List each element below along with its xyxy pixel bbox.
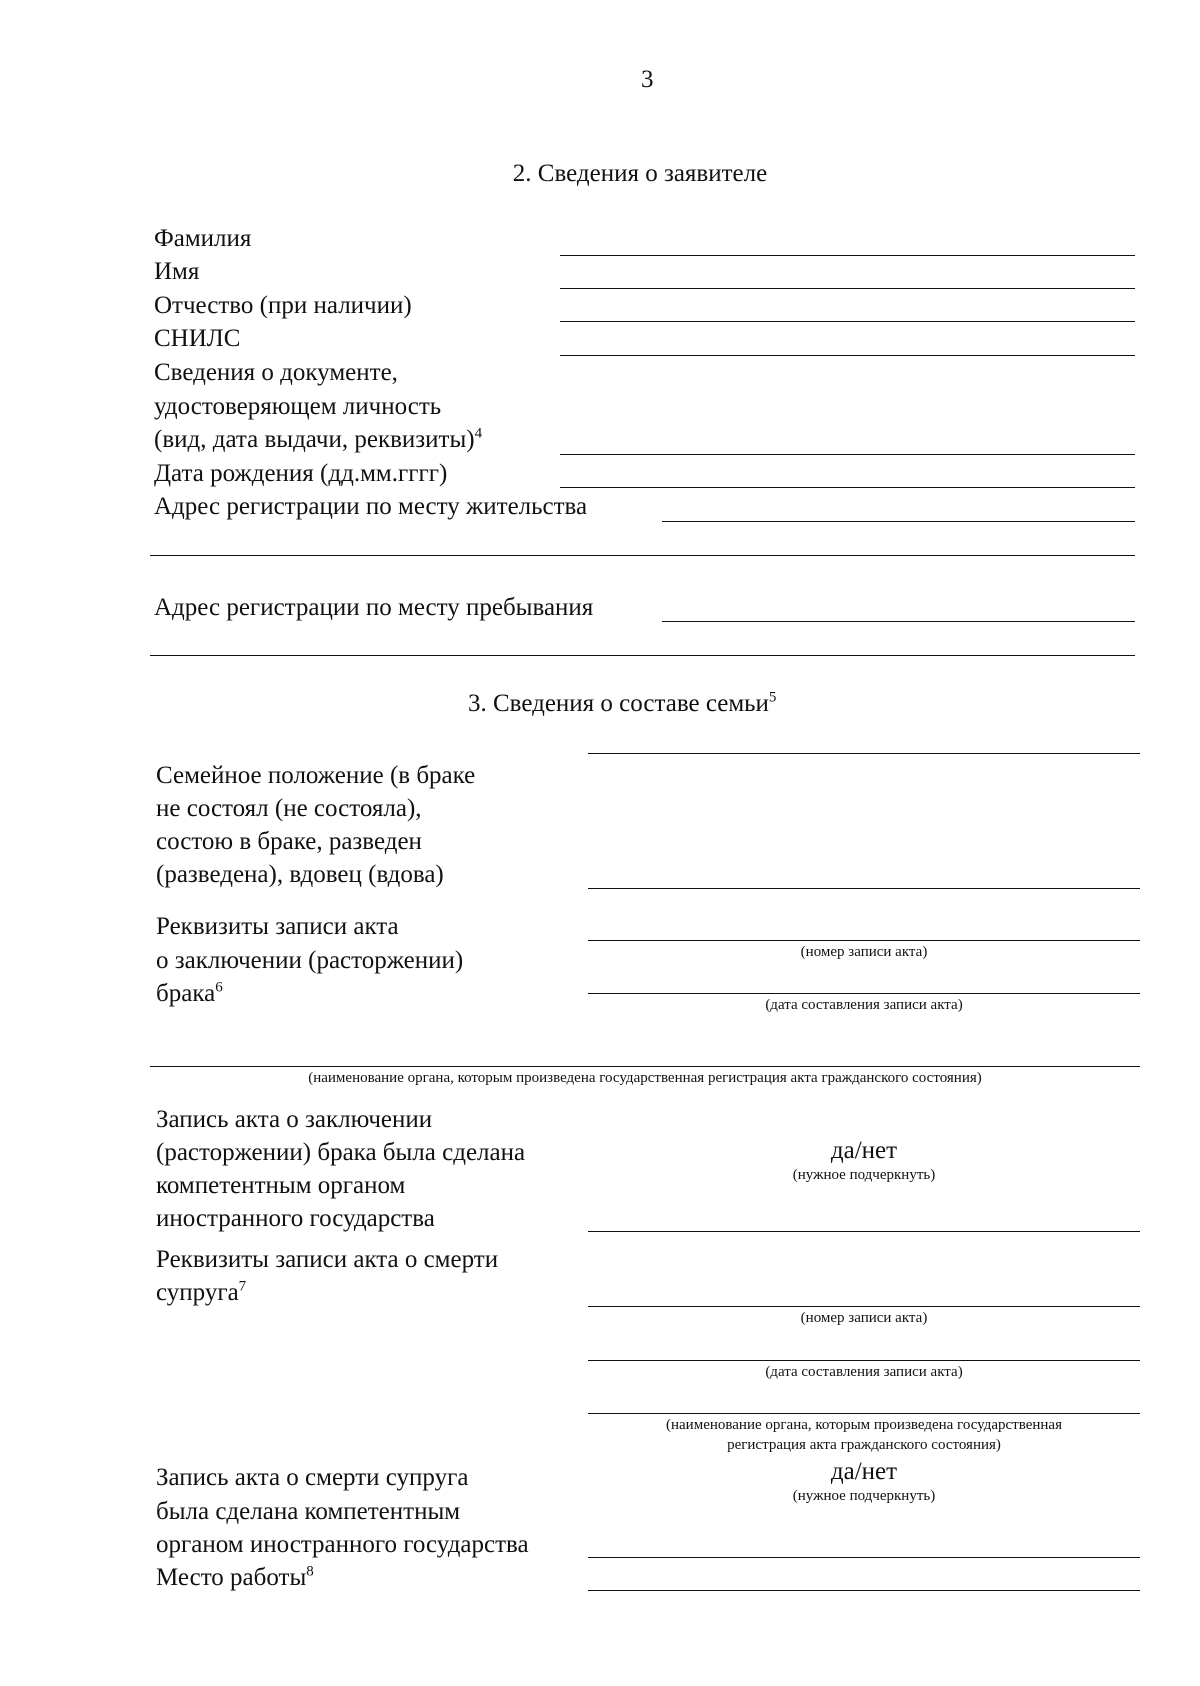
- footnote-6: 6: [215, 979, 223, 996]
- stay-address-label: Адрес регистрации по месту пребывания: [154, 594, 594, 621]
- workplace-field[interactable]: [588, 1590, 1140, 1591]
- section3-title: 3. Сведения о составе семьи$^5$: [468, 689, 777, 717]
- hint-underline-2: (нужное подчеркнуть): [792, 1488, 936, 1504]
- hint-death-authority-1: (наименование органа, которым произведена государственная: [666, 1417, 1062, 1433]
- hint-act-date: (дата составления записи акта): [765, 997, 963, 1013]
- marriage-act-number-field[interactable]: [588, 940, 1140, 941]
- footnote-4: 4: [474, 425, 483, 442]
- marital-field-top[interactable]: [588, 753, 1140, 754]
- marital-field[interactable]: [588, 888, 1140, 889]
- id-doc-label-1: Сведения о документе,: [154, 359, 398, 386]
- workplace-label: Место работы$^8$: [156, 1563, 314, 1591]
- foreign-marriage-label-3: компетентным органом: [156, 1172, 406, 1199]
- yes-no-option[interactable]: да/нет: [830, 1137, 898, 1164]
- page-number: 3: [641, 66, 654, 93]
- birth-date-field[interactable]: [560, 487, 1135, 488]
- marital-label-1: Семейное положение (в браке: [156, 762, 476, 789]
- marriage-act-label-2: о заключении (расторжении): [156, 947, 464, 974]
- marital-label-2: не состоял (не состояла),: [156, 795, 422, 822]
- hint-authority: (наименование органа, которым произведена государственная регистрация акта гражданского состояния): [308, 1070, 982, 1086]
- id-doc-field[interactable]: [560, 454, 1135, 455]
- birth-date-label: Дата рождения (дд.мм.гггг): [154, 460, 448, 487]
- marriage-act-date-field[interactable]: [588, 993, 1140, 994]
- hint-act-number: (номер записи акта): [800, 944, 928, 960]
- death-act-date-field[interactable]: [588, 1360, 1140, 1361]
- hint-underline: (нужное подчеркнуть): [792, 1167, 936, 1183]
- foreign-death-label-3: органом иностранного государства: [156, 1531, 529, 1558]
- foreign-death-label-1: Запись акта о смерти супруга: [156, 1464, 469, 1491]
- footnote-8: 8: [306, 1563, 314, 1580]
- hint-death-authority-2: регистрация акта гражданского состояния): [727, 1437, 1001, 1453]
- hint-death-act-date: (дата составления записи акта): [765, 1364, 963, 1380]
- footnote-5: 5: [768, 689, 777, 706]
- death-act-label-2: супруга$^7$: [156, 1278, 247, 1306]
- marriage-act-label-1: Реквизиты записи акта: [156, 913, 399, 940]
- foreign-death-label-2: была сделана компетентным: [156, 1498, 461, 1525]
- footnote-7: 7: [238, 1278, 247, 1295]
- snils-label: СНИЛС: [154, 325, 241, 352]
- stay-address-field-2[interactable]: [150, 655, 1135, 656]
- name-label: Имя: [154, 258, 200, 285]
- death-act-label-1: Реквизиты записи акта о смерти: [156, 1246, 499, 1273]
- surname-label: Фамилия: [154, 225, 252, 252]
- id-doc-label-2: удостоверяющем личность: [154, 393, 442, 420]
- foreign-marriage-label-4: иностранного государства: [156, 1205, 435, 1232]
- reg-address-field[interactable]: [662, 521, 1135, 522]
- foreign-death-field[interactable]: [588, 1557, 1140, 1558]
- foreign-marriage-label-1: Запись акта о заключении: [156, 1106, 433, 1133]
- patronymic-label: Отчество (при наличии): [154, 292, 412, 319]
- foreign-marriage-label-2: (расторжении) брака была сделана: [156, 1139, 526, 1166]
- marital-label-4: (разведена), вдовец (вдова): [156, 861, 444, 888]
- authority-field[interactable]: [150, 1066, 1140, 1067]
- stay-address-field[interactable]: [662, 621, 1135, 622]
- reg-address-label: Адрес регистрации по месту жительства: [154, 493, 588, 520]
- death-authority-field[interactable]: [588, 1413, 1140, 1414]
- id-doc-label-3: (вид, дата выдачи, реквизиты)$^4$: [154, 425, 483, 453]
- marital-label-3: состою в браке, разведен: [156, 828, 422, 855]
- yes-no-option-2[interactable]: да/нет: [830, 1458, 898, 1485]
- surname-field[interactable]: [560, 255, 1135, 256]
- section2-title: 2. Сведения о заявителе: [512, 160, 768, 187]
- death-act-number-field[interactable]: [588, 1306, 1140, 1307]
- name-field[interactable]: [560, 288, 1135, 289]
- snils-field[interactable]: [560, 355, 1135, 356]
- foreign-marriage-field[interactable]: [588, 1231, 1140, 1232]
- marriage-act-label-3: брака$^6$: [156, 979, 223, 1007]
- reg-address-field-2[interactable]: [150, 555, 1135, 556]
- hint-death-act-number: (номер записи акта): [800, 1310, 928, 1326]
- patronymic-field[interactable]: [560, 321, 1135, 322]
